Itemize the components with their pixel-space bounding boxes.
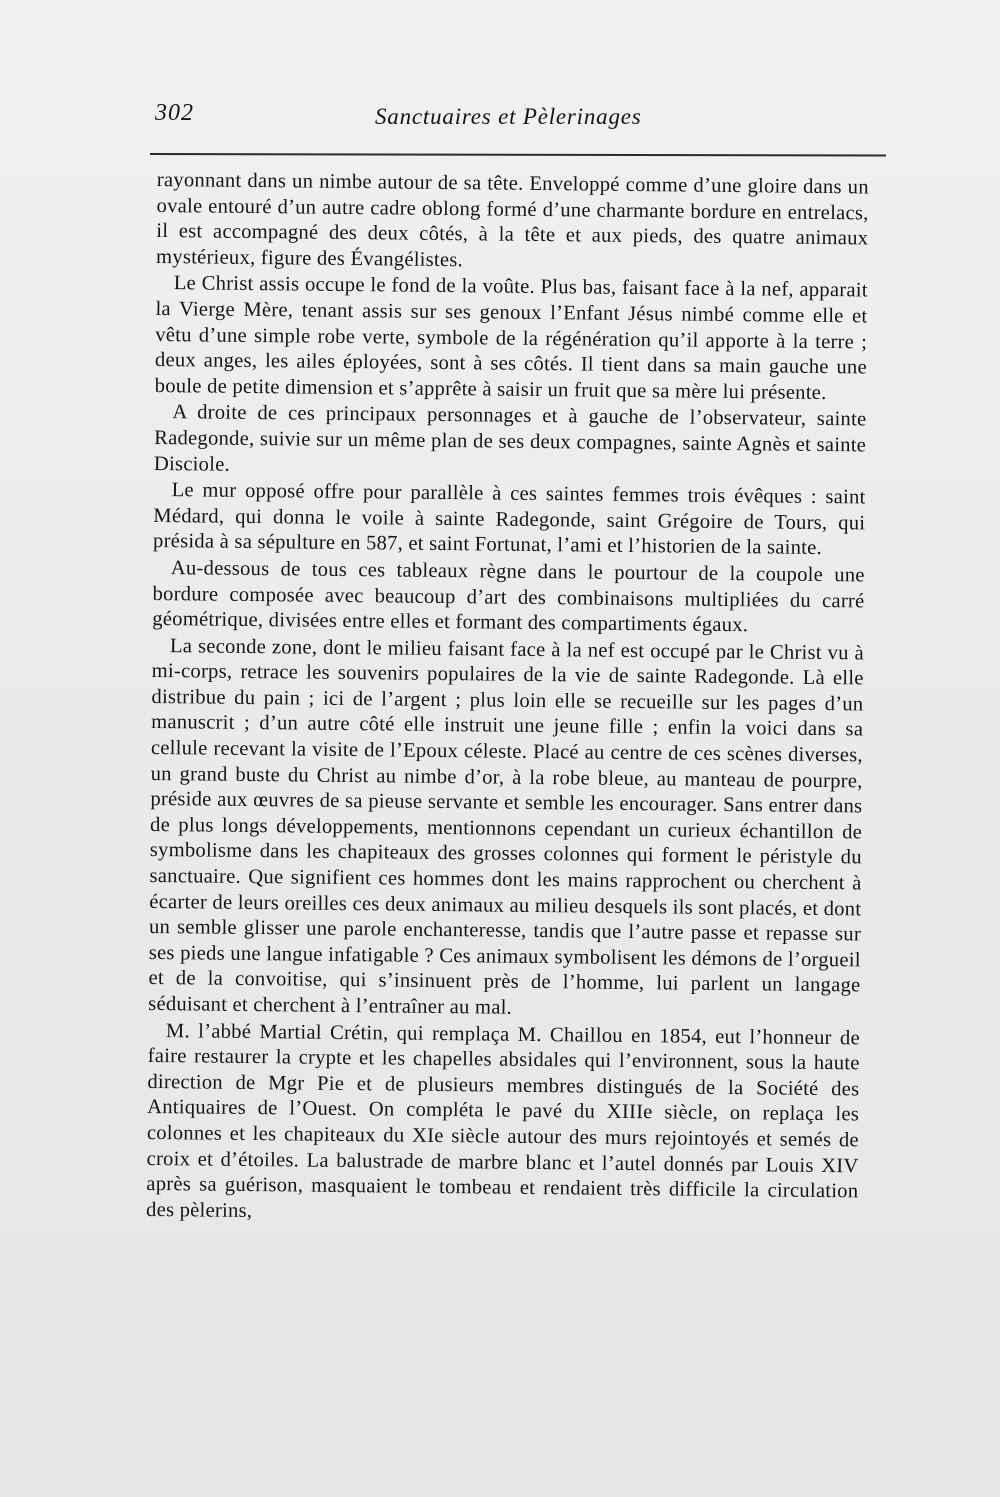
- paragraph: rayonnant dans un nimbe autour de sa tête. Enveloppé comme d’une gloire dans un ovale entouré d’un autre cadre oblong formé d’une charmante bordure en entrelacs, il est accompagné des deux côtés, à la tête et aux pieds, des quatre animaux mystérieux, figure des Évangélistes.: [155, 168, 869, 271]
- running-head: [150, 92, 885, 132]
- paragraph: Le mur opposé offre pour parallèle à ces saintes femmes trois évêques : saint Médard, qui donna le voile à sainte Radegonde, saint Grégoire de Tours, qui présida à sa sépulture en 587, et saint Fortunat, l’ami et l’historien de la sainte.: [152, 479, 866, 560]
- page-number: 302: [155, 100, 194, 126]
- paragraph: Au-dessous de tous ces tableaux règne dans le pourtour de la coupole une bordure composée avec beaucoup d’art des combinaisons multipliées du carré géométrique, divisées entre elles et formant des compartiments égaux.: [152, 557, 865, 637]
- header-rule: [150, 153, 886, 157]
- running-title: Sanctuaires et Pèlerinages: [375, 104, 642, 129]
- paragraph: M. l’abbé Martial Crétin, qui remplaça M. Chaillou en 1854, eut l’honneur de faire restaurer la crypte et les chapelles absidales qui l’environnent, sous la haute direction de Mgr Pie et de plusieurs membres distingués de la Société des Antiquaires de l’Ouest. On compléta le pavé du XIIIe siècle, on replaça les colonnes et les chapiteaux du XIe siècle autour des murs rejointoyés et semés de croix et d’étoiles. La balustrade de marbre blanc et l’autel donnés par Louis XIV après sa guérison, masquaient le tombeau et rendaient très difficile la circulation des pèlerins,: [145, 1019, 861, 1222]
- body-text: [146, 168, 869, 1231]
- paragraph: Le Christ assis occupe le fond de la voûte. Plus bas, faisant face à la nef, apparait la Vierge Mère, tenant assis sur ses genoux l’Enfant Jésus nimbé comme elle et vêtu d’une simple robe verte, symbole de la régénération qu’il apporte à la terre ; deux anges, les ailes éployées, sont à ses côtés. Il tient dans sa main gauche une boule de petite dimension et s’apprête à saisir un fruit que sa mère lui présente.: [154, 272, 868, 404]
- paragraph: A droite de ces principaux personnages et à gauche de l’observateur, sainte Radegonde, suivie sur un même plan de ses deux compagnes, sainte Agnès et sainte Disciole.: [153, 401, 867, 476]
- paragraph: La seconde zone, dont le milieu faisant face à la nef est occupé par le Christ vu à mi-corps, retrace les souvenirs populaires de la vie de sainte Radegonde. Là elle distribue du pain ; ici de l’argent ; plus loin elle se recueille sur les pages d’un manuscrit ; d’un autre côté elle instruit une jeune fille ; enfin la voici dans sa cellule recevant la visite de l’Epoux céleste. Placé au centre de ces scènes diverses, un grand buste du Christ au nimbe d’or, à la robe bleue, au manteau de pourpre, préside aux œuvres de sa pieuse servante et semble les encourager. Sans entrer dans de plus longs développements, mentionnons cependant un curieux échantillon de symbolisme dans les chapiteaux des grosses colonnes qui forment le péristyle du sanctuaire. Que signifient ces hommes dont les mains rapprochent ou cherchent à écarter de leurs oreilles ces deux animaux au milieu desquels ils sont placés, et dont un semble glisser une parole enchanteresse, tandis que l’autre passe et repasse sur ses pieds une langue infatigable ? Ces animaux symbolisent les démons de l’orgueil et de la convoitise, qui s’insinuent près de l’homme, lui parlent un langage séduisant et cherchent à l’entraîner au mal.: [148, 634, 865, 1019]
